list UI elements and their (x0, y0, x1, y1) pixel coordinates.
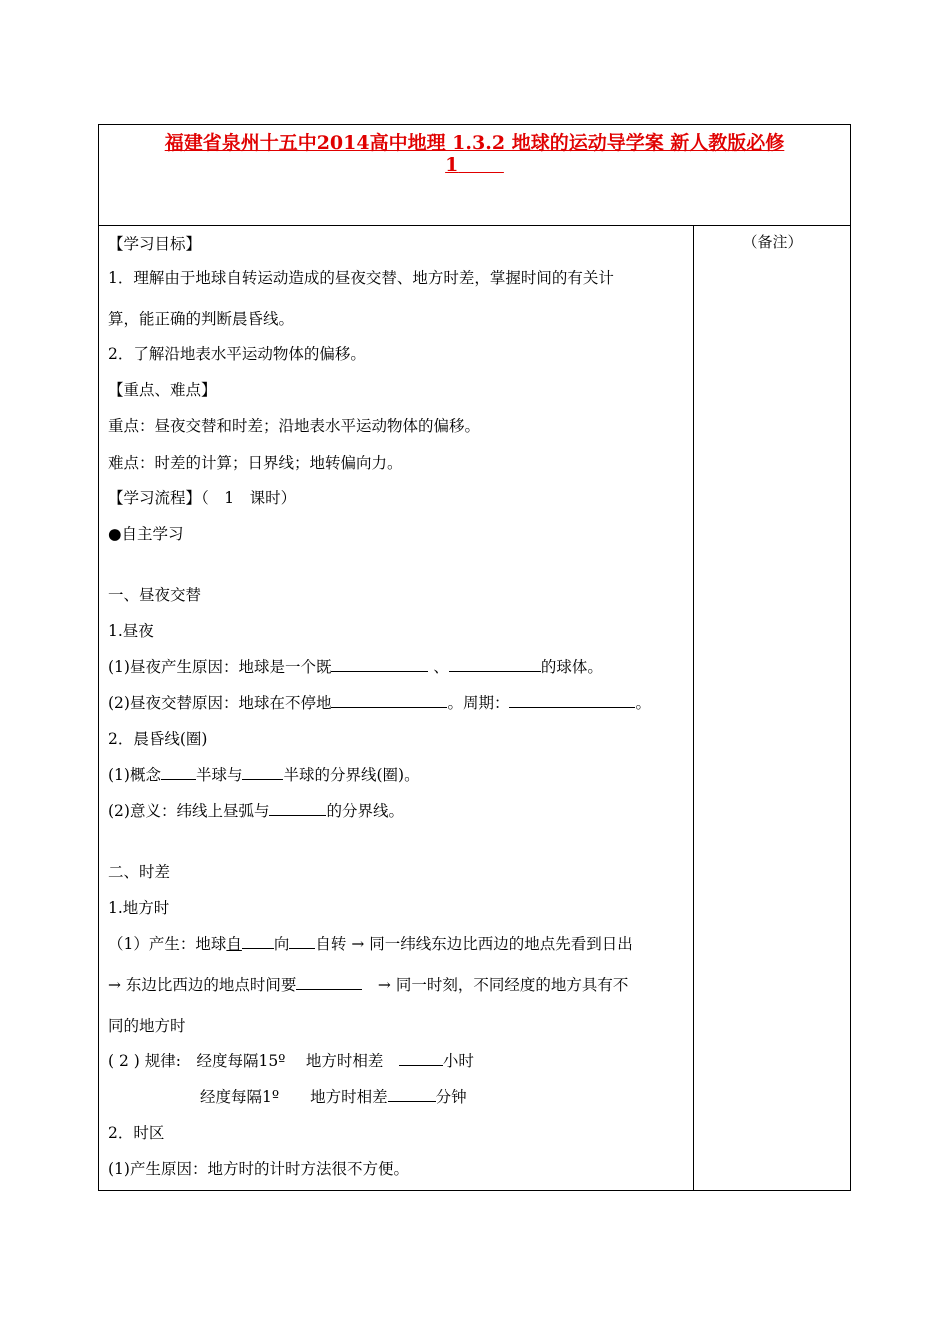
heading-day-night: 一、昼夜交替 (108, 586, 202, 604)
local-time-cause-line-1: （1）产生：地球自 向 自转 → 同一纬线东边比西边的地点先看到日出 (108, 935, 633, 953)
question-terminator-meaning: (2)意义：纬线上昼弧与 的分界线。 (108, 802, 404, 820)
goal-1-line-2: 算，能正确的判断晨昏线。 (108, 310, 295, 328)
question-day-night-alternation: (2)昼夜交替原因：地球在不停地 。周期： 。 (108, 694, 651, 712)
notes-label: （备注） (742, 233, 803, 251)
subheading-local-time: 1.地方时 (108, 899, 170, 917)
self-study-heading: ●自主学习 (108, 525, 184, 543)
answer-blank[interactable] (161, 764, 196, 780)
subheading-terminator: 2．晨昏线(圈) (108, 730, 208, 748)
answer-blank[interactable] (388, 1086, 436, 1102)
local-time-cause-line-3: 同的地方时 (108, 1017, 186, 1035)
answer-blank[interactable] (509, 692, 635, 708)
answer-blank[interactable] (331, 692, 447, 708)
goal-2: 2．了解沿地表水平运动物体的偏移。 (108, 345, 366, 363)
answer-blank[interactable] (289, 933, 315, 949)
column-divider (693, 226, 694, 1190)
section-key-points: 【重点、难点】 (108, 381, 217, 399)
key-point: 重点：昼夜交替和时差；沿地表水平运动物体的偏移。 (108, 417, 481, 435)
local-time-cause-line-2: → 东边比西边的地点时间要 → 同一时刻，不同经度的地方具有不 (108, 976, 629, 994)
question-terminator-concept: (1)概念 半球与 半球的分界线(圈)。 (108, 766, 420, 784)
answer-blank[interactable] (269, 800, 326, 816)
document-title: 福建省泉州十五中2014高中地理 1.3.2 地球的运动导学案 新人教版必修 (164, 132, 785, 154)
rule-1-degree: 经度每隔1º 地方时相差 分钟 (200, 1088, 467, 1106)
section-learning-goals: 【学习目标】 (108, 235, 202, 253)
answer-blank[interactable] (399, 1050, 443, 1066)
title-cell (99, 125, 850, 226)
subheading-day-night: 1.昼夜 (108, 622, 154, 640)
answer-blank[interactable] (242, 764, 283, 780)
time-zone-cause: (1)产生原因：地方时的计时方法很不方便。 (108, 1160, 409, 1178)
subheading-time-zone: 2．时区 (108, 1124, 165, 1142)
answer-blank[interactable] (449, 656, 541, 672)
document-title-continued: 1 (445, 154, 459, 176)
goal-1-line-1: 1．理解由于地球自转运动造成的昼夜交替、地方时差，掌握时间的有关计 (108, 269, 614, 287)
answer-blank[interactable] (296, 974, 362, 990)
question-day-night-cause: (1)昼夜产生原因：地球是一个既 、 的球体。 (108, 658, 603, 676)
answer-blank[interactable] (242, 933, 274, 949)
heading-time-difference: 二、时差 (108, 863, 171, 881)
rule-15-degrees: ( 2 ) 规律: 经度每隔15º 地方时相差 小时 (108, 1052, 474, 1070)
worksheet-table (98, 124, 851, 1191)
answer-blank[interactable] (331, 656, 428, 672)
difficulty: 难点：时差的计算；日界线；地转偏向力。 (108, 454, 403, 472)
section-learning-flow: 【学习流程】（ 1 课时） (108, 489, 297, 507)
